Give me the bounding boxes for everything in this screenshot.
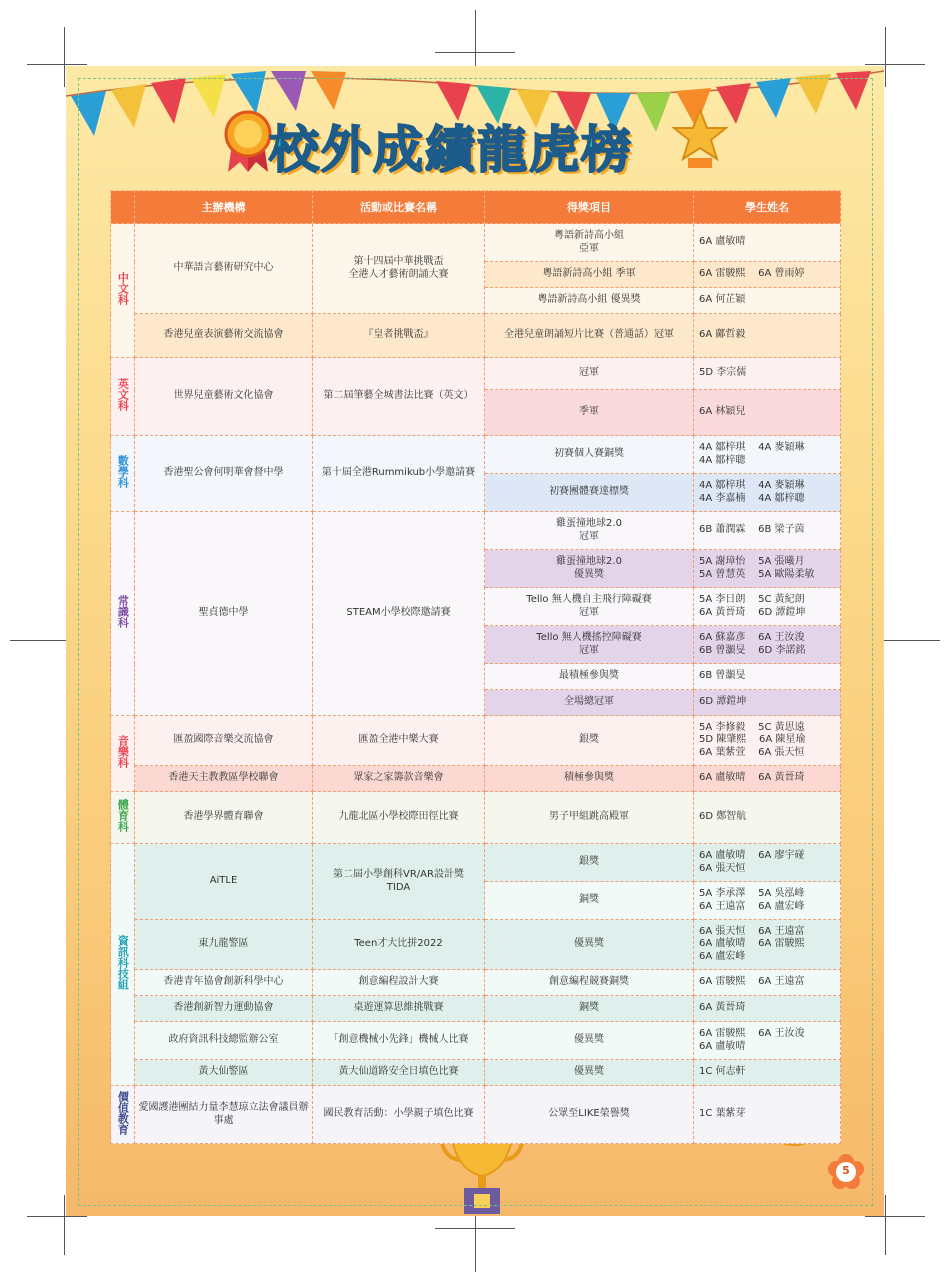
event-cell: 第十屆全港Rummikub小學邀請賽: [313, 436, 485, 512]
student-cell: 5A 謝璋怡 5A 張曦月 5A 曾慧英 5A 歐陽柔敏: [694, 550, 841, 588]
crop-mark: [475, 10, 476, 70]
organizer-cell: 愛國護港團結力量李慧琼立法會議員辦事處: [135, 1086, 313, 1144]
student-cell: 6A 盧敏晴 6A 黃晉琦: [694, 766, 841, 792]
subject-english: 英文科: [111, 358, 135, 436]
award-cell: 全港兒童朗誦短片比賽（普通話）冠軍: [485, 314, 694, 358]
student-cell: 6A 雷駿熙 6A 王遠富: [694, 970, 841, 996]
event-cell: 九龍北區小學校際田徑比賽: [313, 792, 485, 844]
student-cell: 6A 鄺哲毅: [694, 314, 841, 358]
subject-math: 數學科: [111, 436, 135, 512]
organizer-cell: 聖貞德中學: [135, 512, 313, 716]
crop-mark: [27, 1216, 87, 1217]
student-cell: 6A 林穎兒: [694, 390, 841, 436]
event-cell: 創意編程設計大賽: [313, 970, 485, 996]
student-cell: 6A 何芷穎: [694, 288, 841, 314]
crop-mark: [865, 64, 925, 65]
page-title-row: [216, 112, 686, 180]
student-cell: 6A 雷駿熙 6A 王汝浚 6A 盧敏晴: [694, 1022, 841, 1060]
organizer-cell: 香港天主教教區學校聯會: [135, 766, 313, 792]
subject-music: 音樂科: [111, 716, 135, 792]
table-row: [111, 920, 841, 970]
event-cell: 國民教育活動：小學親子填色比賽: [313, 1086, 485, 1144]
award-cell: 優異獎: [485, 1060, 694, 1086]
crop-mark: [880, 640, 940, 641]
awards-table: [110, 190, 841, 1144]
organizer-cell: 香港青年協會創新科學中心: [135, 970, 313, 996]
organizer-cell: 中華語言藝術研究中心: [135, 224, 313, 314]
award-cell: 銅獎: [485, 996, 694, 1022]
student-cell: 6D 譚鎧坤: [694, 690, 841, 716]
award-cell: 粵語新詩高小組 季軍: [485, 262, 694, 288]
event-cell: 『皇者挑戰盃』: [313, 314, 485, 358]
student-cell: 6A 盧敏晴 6A 廖宇碰 6A 張天恒: [694, 844, 841, 882]
organizer-cell: 世界兒童藝術文化協會: [135, 358, 313, 436]
award-cell: 積極參與獎: [485, 766, 694, 792]
table-row: [111, 1022, 841, 1060]
student-cell: 6A 蘇嘉彥 6A 王汝浚 6B 曾灝旻 6D 李諾銘: [694, 626, 841, 664]
organizer-cell: 東九龍警區: [135, 920, 313, 970]
event-cell: 眾家之家籌款音樂會: [313, 766, 485, 792]
event-cell: 第二屆筆藝全城書法比賽（英文）: [313, 358, 485, 436]
student-cell: 6D 鄭智航: [694, 792, 841, 844]
award-cell: 冠軍: [485, 358, 694, 390]
student-cell: 6A 雷駿熙 6A 曾雨婷: [694, 262, 841, 288]
award-cell: 最積極參與獎: [485, 664, 694, 690]
organizer-cell: 香港學界體育聯會: [135, 792, 313, 844]
student-cell: 5A 李承澤 5A 吳泓峰 6A 王遠富 6A 盧宏峰: [694, 882, 841, 920]
award-cell: 優異獎: [485, 1022, 694, 1060]
award-cell: 公眾至LIKE榮譽獎: [485, 1086, 694, 1144]
student-cell: 6A 黃晉琦: [694, 996, 841, 1022]
header-subject: [111, 191, 135, 224]
organizer-cell: 黃大仙警區: [135, 1060, 313, 1086]
organizer-cell: AiTLE: [135, 844, 313, 920]
table-row: [111, 844, 841, 882]
table-row: [111, 1086, 841, 1144]
award-cell: 全場總冠軍: [485, 690, 694, 716]
table-row: [111, 1060, 841, 1086]
table-row: [111, 970, 841, 996]
crop-mark: [865, 1216, 925, 1217]
subject-values-education: 價值教育: [111, 1086, 135, 1144]
crop-mark: [27, 64, 87, 65]
subject-it: 資訊科技組: [111, 844, 135, 1086]
award-cell: 粵語新詩高小組 優異獎: [485, 288, 694, 314]
student-cell: 5A 李日朗 5C 黃紀朗 6A 黃晉琦 6D 譚鎧坤: [694, 588, 841, 626]
event-cell: 黃大仙道路安全日填色比賽: [313, 1060, 485, 1086]
award-cell: 男子甲組跳高殿軍: [485, 792, 694, 844]
student-cell: 1C 何志軒: [694, 1060, 841, 1086]
award-cell: Tello 無人機搖控障礙賽 冠軍: [485, 626, 694, 664]
table-row: [111, 436, 841, 474]
event-cell: 「創意機械小先鋒」機械人比賽: [313, 1022, 485, 1060]
event-cell: STEAM小學校際邀請賽: [313, 512, 485, 716]
table-row: [111, 358, 841, 390]
organizer-cell: 政府資訊科技總監辦公室: [135, 1022, 313, 1060]
organizer-cell: 香港聖公會何明華會督中學: [135, 436, 313, 512]
award-cell: 銀獎: [485, 844, 694, 882]
organizer-cell: 匯盈國際音樂交流協會: [135, 716, 313, 766]
table-row: [111, 314, 841, 358]
header-organizer: 主辦機構: [135, 191, 313, 224]
student-cell: 6A 盧敏晴: [694, 224, 841, 262]
crop-mark: [10, 640, 70, 641]
award-cell: 粵語新詩高小組 亞軍: [485, 224, 694, 262]
event-cell: Teen才大比拼2022: [313, 920, 485, 970]
student-cell: 1C 葉紫芽: [694, 1086, 841, 1144]
organizer-cell: 香港創新智力運動協會: [135, 996, 313, 1022]
table-row: [111, 792, 841, 844]
table-row: [111, 224, 841, 262]
event-cell: 匯盈全港中樂大賽: [313, 716, 485, 766]
header-event: 活動或比賽名稱: [313, 191, 485, 224]
crop-mark: [435, 1228, 515, 1229]
event-cell: 第十四屆中華挑戰盃 全港人才藝術朗誦大賽: [313, 224, 485, 314]
student-cell: 6A 張天恒 6A 王遠富 6A 盧敏晴 6A 雷駿熙 6A 盧宏峰: [694, 920, 841, 970]
subject-pe: 體育科: [111, 792, 135, 844]
award-cell: 雞蛋撞地球2.0 冠軍: [485, 512, 694, 550]
crop-mark: [435, 52, 515, 53]
award-cell: 季軍: [485, 390, 694, 436]
award-cell: 優異獎: [485, 920, 694, 970]
crop-mark: [475, 1212, 476, 1272]
award-cell: 初賽個人賽銅獎: [485, 436, 694, 474]
page-number: 5: [842, 1164, 850, 1177]
header-student: 學生姓名: [694, 191, 841, 224]
award-cell: 雞蛋撞地球2.0 優異獎: [485, 550, 694, 588]
crop-mark: [64, 1195, 65, 1255]
table-row: [111, 996, 841, 1022]
star-trophy-icon: [672, 108, 728, 170]
award-cell: 銀獎: [485, 716, 694, 766]
table-header-row: [111, 191, 841, 224]
header-award: 得獎項目: [485, 191, 694, 224]
student-cell: 6B 曾灝旻: [694, 664, 841, 690]
table-row: [111, 512, 841, 550]
award-cell: 創意編程競賽銅獎: [485, 970, 694, 996]
award-cell: 初賽團體賽達標獎: [485, 474, 694, 512]
table-row: [111, 716, 841, 766]
student-cell: 4A 鄒梓琪 4A 麥穎琳 4A 鄒梓聰: [694, 436, 841, 474]
subject-general-studies: 常識科: [111, 512, 135, 716]
student-cell: 5D 李宗儒: [694, 358, 841, 390]
crop-mark: [885, 1195, 886, 1255]
page-title: 校外成績龍虎榜: [269, 121, 633, 179]
student-cell: 4A 鄒梓琪 4A 麥穎琳 4A 李嘉楠 4A 鄒梓聰: [694, 474, 841, 512]
award-cell: 銅獎: [485, 882, 694, 920]
subject-chinese: 中文科: [111, 224, 135, 358]
event-cell: 第二屆小學創科VR/AR設計獎 TIDA: [313, 844, 485, 920]
crop-mark: [885, 27, 886, 87]
organizer-cell: 香港兒童表演藝術交流協會: [135, 314, 313, 358]
table-row: [111, 766, 841, 792]
student-cell: 6B 蕭潤霖 6B 梁子茵: [694, 512, 841, 550]
award-cell: Tello 無人機自主飛行障礙賽 冠軍: [485, 588, 694, 626]
crop-mark: [64, 27, 65, 87]
student-cell: 5A 李修毅 5C 黃思遠 5D 陳肇熙 6A 陳星瑜 6A 葉紫萱 6A 張天恒: [694, 716, 841, 766]
event-cell: 桌遊運算思維挑戰賽: [313, 996, 485, 1022]
